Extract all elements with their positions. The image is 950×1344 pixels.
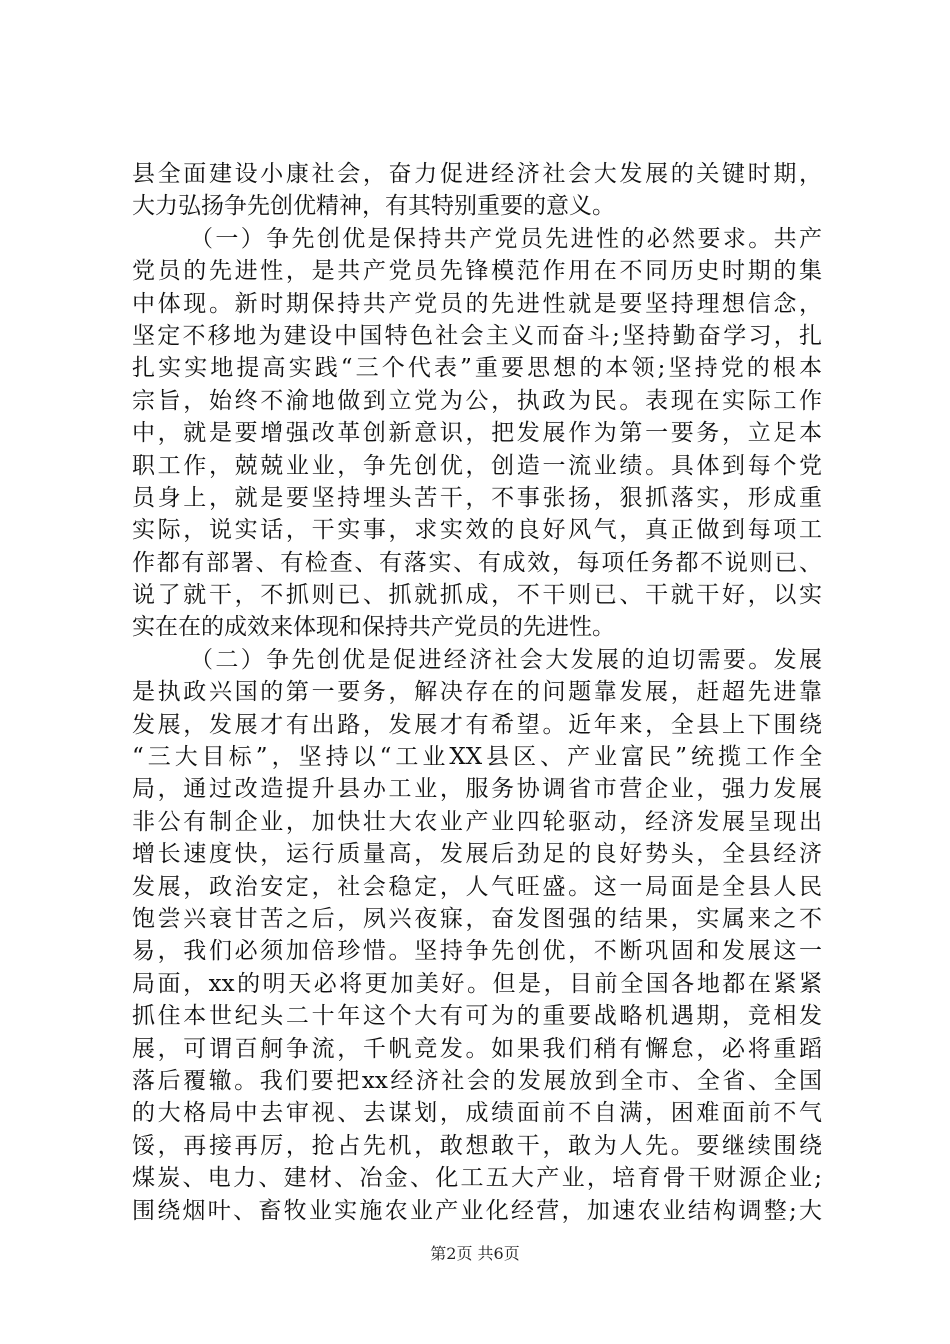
text-line: 落后覆辙。我们要把xx经济社会的发展放到全市、全省、全国 (132, 1067, 822, 1094)
text-line: 煤炭、电力、建材、冶金、化工五大产业，培育骨干财源企业; (132, 1165, 822, 1192)
text-line: 抓住本世纪头二十年这个大有可为的重要战略机遇期，竞相发 (132, 1003, 822, 1030)
text-line: 大力弘扬争先创优精神，有其特别重要的意义。 (132, 193, 615, 220)
text-line: 的大格局中去审视、去谋划，成绩面前不自满，困难面前不气 (132, 1100, 822, 1127)
text-line: 扎实实地提高实践“三个代表”重要思想的本领;坚持党的根本 (132, 355, 822, 382)
body-text (132, 158, 822, 1227)
text-line: 易，我们必须加倍珍惜。坚持争先创优，不断巩固和发展这一 (132, 938, 822, 965)
text-line: “三大目标”，坚持以“工业XX县区、产业富民”统揽工作全 (132, 744, 822, 771)
text-line: 宗旨，始终不渝地做到立党为公，执政为民。表现在实际工作 (132, 387, 822, 414)
text-line: 发展，政治安定，社会稳定，人气旺盛。这一局面是全县人民 (132, 873, 822, 900)
paragraph-first-line: （二）争先创优是促进经济社会大发展的迫切需要。发展 (190, 646, 822, 673)
text-line: 职工作，兢兢业业，争先创优，创造一流业绩。具体到每个党 (132, 452, 822, 479)
text-line: 中体现。新时期保持共产党员的先进性就是要坚持理想信念， (132, 290, 822, 317)
paragraph-first-line: （一）争先创优是保持共产党员先进性的必然要求。共产 (190, 225, 822, 252)
text-line: 馁，再接再厉，抢占先机，敢想敢干，敢为人先。要继续围绕 (132, 1132, 822, 1159)
text-line: 局面，xx的明天必将更加美好。但是，目前全国各地都在紧紧 (132, 970, 822, 997)
text-line: 局，通过改造提升县办工业，服务协调省市营企业，强力发展 (132, 776, 822, 803)
text-line: 坚定不移地为建设中国特色社会主义而奋斗;坚持勤奋学习，扎 (132, 322, 822, 349)
text-line: 说了就干，不抓则已、抓就抓成，不干则已、干就干好，以实 (132, 582, 822, 609)
text-line: 围绕烟叶、畜牧业实施农业产业化经营，加速农业结构调整;大 (132, 1197, 822, 1224)
page-footer: 第2页 共6页 (430, 1244, 520, 1263)
text-line: 非公有制企业，加快壮大农业产业四轮驱动，经济发展呈现出 (132, 808, 822, 835)
text-line: 中，就是要增强改革创新意识，把发展作为第一要务，立足本 (132, 420, 822, 447)
text-line: 实际，说实话，干实事，求实效的良好风气，真正做到每项工 (132, 517, 822, 544)
text-line: 增长速度快，运行质量高，发展后劲足的良好势头，全县经济 (132, 841, 822, 868)
text-line: 饱尝兴衰甘苦之后，夙兴夜寐，奋发图强的结果，实属来之不 (132, 905, 822, 932)
text-line: 员身上，就是要坚持埋头苦干，不事张扬，狠抓落实，形成重 (132, 484, 822, 511)
text-line: 县全面建设小康社会，奋力促进经济社会大发展的关键时期， (132, 161, 822, 187)
text-line: 展，可谓百舸争流，千帆竞发。如果我们稍有懈怠，必将重蹈 (132, 1035, 822, 1062)
text-line: 实在在的成效来体现和保持共产党员的先进性。 (132, 614, 615, 641)
text-line: 作都有部署、有检查、有落实、有成效，每项任务都不说则已、 (132, 549, 822, 576)
text-line: 党员的先进性，是共产党员先锋模范作用在不同历史时期的集 (132, 258, 822, 285)
text-line: 发展，发展才有出路，发展才有希望。近年来，全县上下围绕 (132, 711, 822, 738)
text-line: 是执政兴国的第一要务，解决存在的问题靠发展，赶超先进靠 (132, 679, 822, 706)
